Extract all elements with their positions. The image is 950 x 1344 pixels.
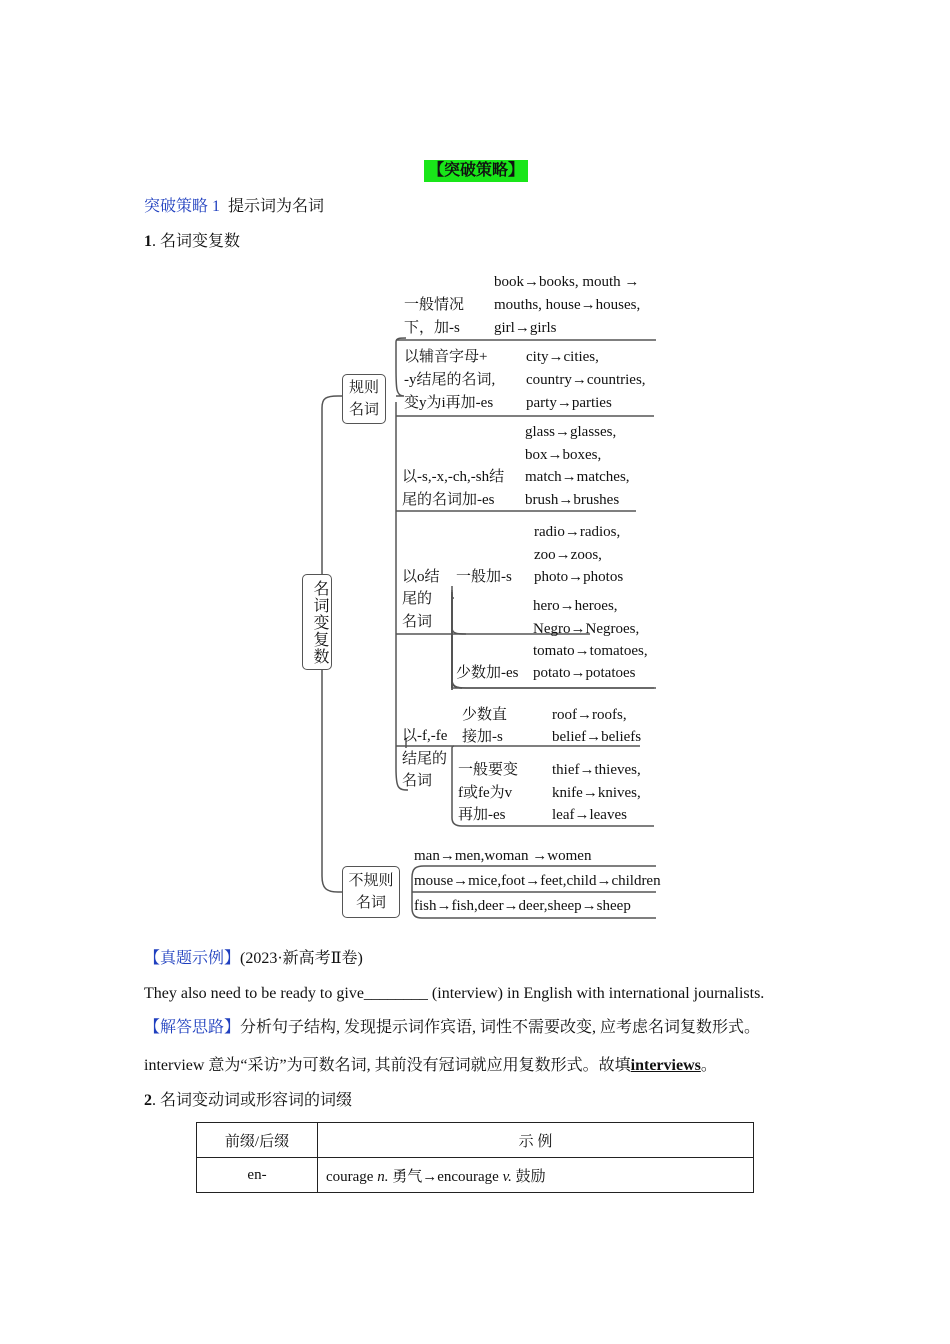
section1-text: . 名词变复数: [152, 233, 241, 250]
general-rule-1: 一般情况: [404, 297, 465, 313]
sx-rule-2: 尾的名词加-es: [402, 492, 495, 508]
general-rule-2: 下，加-s: [404, 320, 460, 336]
f-rule-2: 结尾的: [402, 751, 448, 767]
f-few-ex-2: belief→beliefs: [552, 729, 642, 745]
example-label: 【真题示例】: [144, 950, 241, 967]
f-gen-ex-3: leaf→leaves: [552, 807, 627, 823]
general-ex-2: mouths, house→houses,: [494, 297, 641, 313]
y-rule-1: 以辅音字母+: [404, 349, 488, 365]
example-line: [144, 949, 363, 969]
header-example: 示 例: [318, 1123, 754, 1158]
general-ex-3: girl→girls: [494, 320, 557, 336]
f-gen-ex-1: thief→thieves,: [552, 762, 641, 778]
analysis-end: 。: [700, 1057, 717, 1074]
analysis-text-2: interview 意为“采访”为可数名词, 其前没有冠词就应用复数形式。故填: [144, 1057, 631, 1074]
sx-ex-2: box→boxes,: [525, 447, 602, 463]
answer-text: interviews: [630, 1057, 701, 1074]
f-rule-3: 名词: [402, 773, 433, 789]
section1-num: 1: [144, 233, 152, 250]
table-header-row: [197, 1123, 754, 1158]
analysis-line-2: [144, 1056, 717, 1076]
o-rule-3: 名词: [402, 614, 433, 630]
ex-mid: 勇气→encourage: [388, 1168, 503, 1185]
f-gen-ex-2: knife→knives,: [552, 785, 641, 801]
section1-title: [144, 232, 240, 252]
root-label: 名词变复数: [311, 579, 328, 665]
f-few-ex-1: roof→roofs,: [552, 707, 627, 723]
strategy-line: [144, 197, 324, 217]
y-ex-3: party→parties: [526, 395, 612, 411]
o-few-ex-3: tomato→tomatoes,: [533, 643, 648, 659]
o-few-label: 少数加-es: [456, 665, 519, 681]
f-few-2: 接加-s: [462, 729, 503, 745]
f-gen-2: f或fe为v: [458, 785, 513, 801]
affix-cell: en-: [197, 1158, 318, 1193]
sx-ex-1: glass→glasses,: [525, 424, 617, 440]
irr-ex-2: mouse→mice,foot→feet,child→children: [414, 873, 661, 889]
o-few-ex-4: potato→potatoes: [533, 665, 636, 681]
ex-end: 鼓励: [511, 1168, 546, 1185]
regular-box: [342, 374, 386, 424]
f-rule-1: 以-f,-fe: [402, 728, 448, 744]
irr-ex-3: fish→fish,deer→deer,sheep→sheep: [414, 898, 631, 914]
ex-pos2: v.: [502, 1168, 512, 1185]
section2-num: 2: [144, 1092, 152, 1109]
f-gen-1: 一般要变: [458, 762, 519, 778]
ex-pos1: n.: [377, 1168, 389, 1185]
o-general-label: 一般加-s: [456, 569, 512, 585]
f-few-1: 少数直: [462, 707, 508, 723]
example-cell: [318, 1158, 754, 1193]
analysis-label: 【解答思路】: [144, 1019, 241, 1036]
irr-ex-1: man→men,woman →women: [414, 848, 592, 864]
y-rule-2: -y结尾的名词,: [404, 372, 496, 388]
y-rule-3: 变y为i再加-es: [404, 395, 494, 411]
f-gen-3: 再加-es: [458, 807, 506, 823]
section-heading: 【突破策略】: [424, 160, 528, 182]
example-source: (2023·新高考Ⅱ卷): [240, 950, 363, 967]
sx-ex-3: match→matches,: [525, 469, 630, 485]
ex-word1: courage: [326, 1168, 378, 1185]
analysis-line-1: [144, 1018, 760, 1038]
o-gen-ex-3: photo→photos: [534, 569, 624, 585]
question-text: They also need to be ready to give________ (interview) in English with international journalists.: [144, 985, 765, 1002]
irregular-box: [342, 866, 400, 918]
section2-title: [144, 1091, 352, 1111]
o-few-ex-2: Negro→Negroes,: [533, 621, 640, 637]
root-box: [302, 574, 332, 670]
strategy-text: 提示词为名词: [228, 198, 325, 215]
plural-diagram: [290, 268, 670, 928]
sx-rule-1: 以-s,-x,-ch,-sh结: [402, 469, 505, 485]
o-gen-ex-2: zoo→zoos,: [534, 547, 602, 563]
header-affix: 前缀/后缀: [197, 1123, 318, 1158]
o-few-ex-1: hero→heroes,: [533, 598, 618, 614]
irregular-label: 不规则名词: [348, 873, 394, 911]
affix-table: [196, 1122, 754, 1193]
sx-ex-4: brush→brushes: [525, 492, 620, 508]
o-rule-1: 以o结: [402, 569, 440, 585]
regular-label: 规则名词: [348, 380, 379, 418]
y-ex-2: country→countries,: [526, 372, 646, 388]
table-row: [197, 1158, 754, 1193]
section2-text: . 名词变动词或形容词的词缀: [152, 1092, 353, 1109]
o-gen-ex-1: radio→radios,: [534, 524, 621, 540]
y-ex-1: city→cities,: [526, 349, 599, 365]
strategy-prefix: 突破策略 1: [144, 198, 221, 215]
o-rule-2: 尾的: [402, 591, 433, 607]
general-ex-1: book→books, mouth →: [494, 274, 640, 290]
analysis-text-1: 分析句子结构, 发现提示词作宾语, 词性不需要改变, 应考虑名词复数形式。: [240, 1019, 761, 1036]
